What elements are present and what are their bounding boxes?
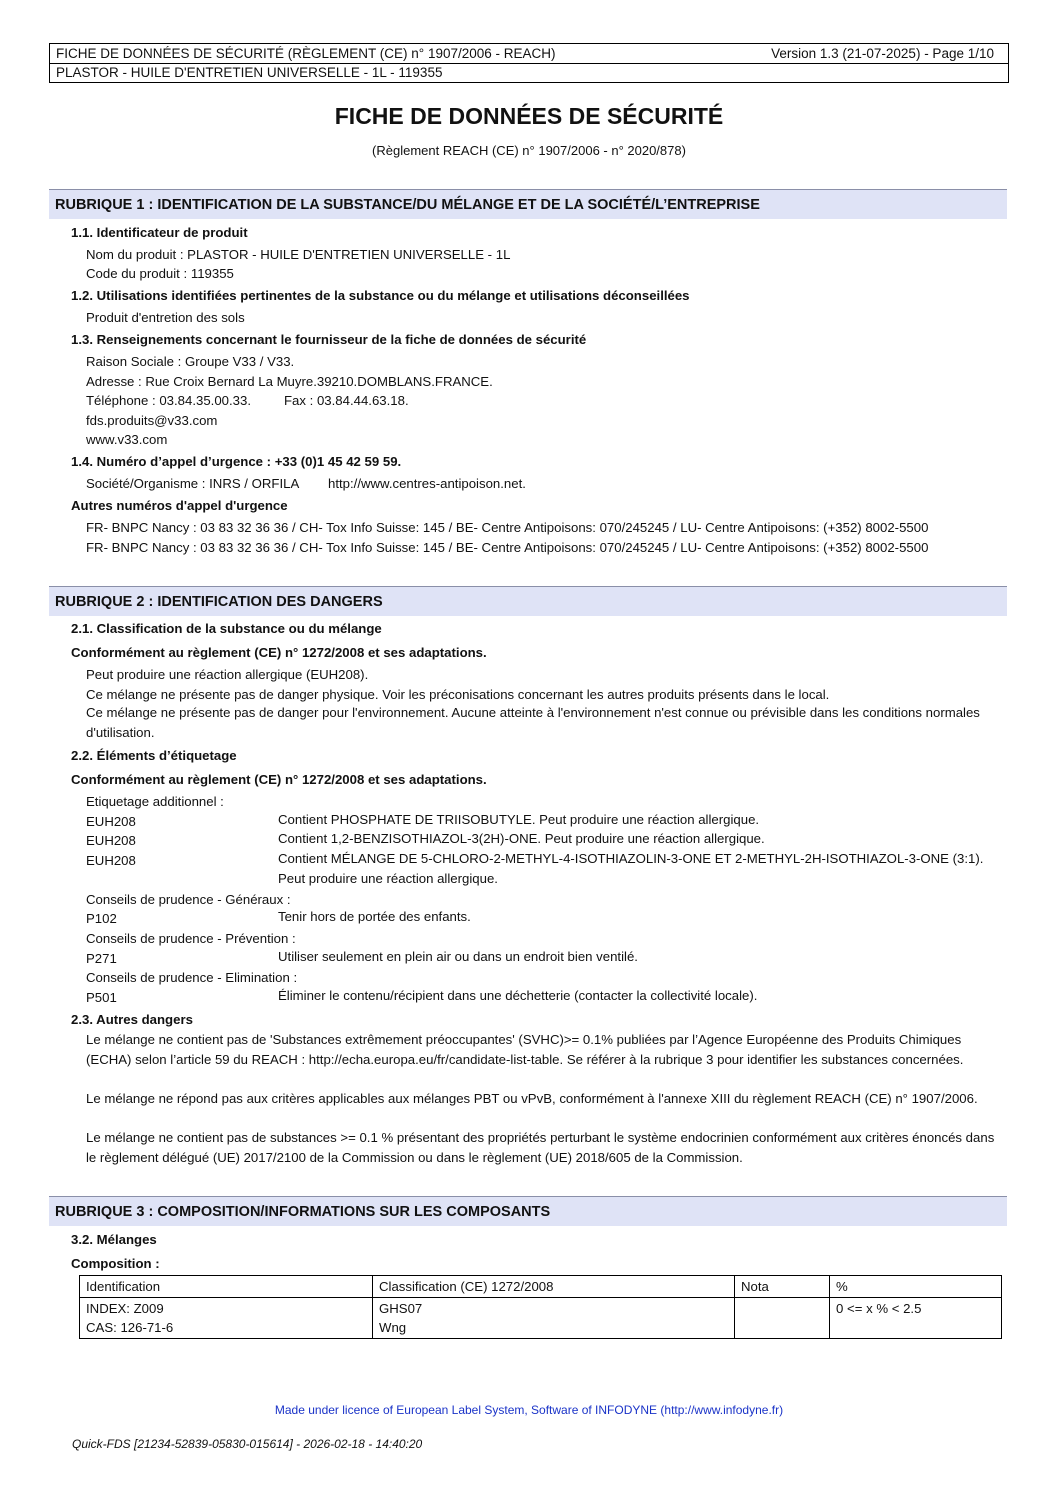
- hazard-statement: Contient MÉLANGE DE 5-CHLORO-2-METHYL-4-ISOTHIAZOLIN-3-ONE ET 2-METHYL-2H-ISOTHIAZOL-3-ONE (3:1). Peut produire une réaction allergique.: [278, 851, 984, 886]
- section-3-heading: RUBRIQUE 3 : COMPOSITION/INFORMATIONS SUR LES COMPOSANTS: [49, 1196, 1007, 1226]
- composition-label: Composition :: [71, 1256, 160, 1271]
- hazard-code: EUH208: [86, 814, 136, 829]
- heading-1-4: 1.4. Numéro d’appel d’urgence : +33 (0)1 45 42 59 59.: [71, 454, 402, 469]
- hazard-code: EUH208: [86, 853, 136, 868]
- document-header: [49, 43, 1009, 83]
- heading-1-1: 1.1. Identificateur de produit: [71, 225, 248, 240]
- composition-table: [79, 1275, 1002, 1339]
- emergency-url[interactable]: http://www.centres-antipoison.net.: [328, 476, 526, 491]
- classification-cell: [373, 1298, 735, 1339]
- conformity-1: Conformément au règlement (CE) n° 1272/2008 et ses adaptations.: [71, 645, 487, 660]
- conformity-2: Conformément au règlement (CE) n° 1272/2008 et ses adaptations.: [71, 772, 487, 787]
- precaution-code: P501: [86, 990, 117, 1005]
- nota-cell: [735, 1298, 830, 1339]
- precaution-statement: Tenir hors de portée des enfants.: [278, 909, 471, 924]
- identification-cell: [80, 1298, 373, 1339]
- classification-text-2: Ce mélange ne présente pas de danger physique. Voir les préconisations concernant les autres produits présents dans le local.: [86, 687, 830, 702]
- precaution-statement: Utiliser seulement en plein air ou dans un endroit bien ventilé.: [278, 949, 638, 964]
- header-divider: [50, 63, 1008, 64]
- index-number: INDEX: Z009: [86, 1301, 164, 1316]
- heading-2-1: 2.1. Classification de la substance ou du mélange: [71, 621, 382, 636]
- product-usage: Produit d'entretion des sols: [86, 310, 245, 325]
- emergency-numbers-2: FR- BNPC Nancy : 03 83 32 36 36 / CH- Tox Info Suisse: 145 / BE- Centre Antipoisons: 070/245245 / LU- Centre Antipoisons: (+352) 8002-5500: [86, 540, 929, 555]
- cas-number: CAS: 126-71-6: [86, 1320, 174, 1335]
- heading-2-2: 2.2. Éléments d’étiquetage: [71, 748, 237, 763]
- precaution-code: P271: [86, 951, 117, 966]
- document-reference: Quick-FDS [21234-52839-05830-015614] - 2026-02-18 - 14:40:20: [72, 1437, 423, 1451]
- heading-3-2: 3.2. Mélanges: [71, 1232, 157, 1247]
- supplier-fax: Fax : 03.84.44.63.18.: [284, 393, 409, 408]
- supplier-name: Raison Sociale : Groupe V33 / V33.: [86, 354, 295, 369]
- column-header: %: [830, 1276, 1002, 1298]
- percentage-cell: 0 <= x % < 2.5: [830, 1298, 1002, 1339]
- emergency-organisation: Société/Organisme : INRS / ORFILA: [86, 476, 300, 491]
- classification-text-1: Peut produire une réaction allergique (EUH208).: [86, 667, 369, 682]
- hazard-statement: Contient PHOSPHATE DE TRIISOBUTYLE. Peut produire une réaction allergique.: [278, 812, 760, 827]
- other-hazards-pbt: Le mélange ne répond pas aux critères applicables aux mélanges PBT ou vPvB, conformément à l'annexe XIII du règlement REACH (CE) n° 1907/2006.: [86, 1091, 978, 1106]
- precaution-code: P102: [86, 911, 117, 926]
- supplier-email[interactable]: fds.produits@v33.com: [86, 413, 218, 428]
- table-row: [80, 1298, 1002, 1339]
- header-product: PLASTOR - HUILE D'ENTRETIEN UNIVERSELLE - 1L - 119355: [56, 65, 443, 80]
- header-regulation: FICHE DE DONNÉES DE SÉCURITÉ (RÈGLEMENT (CE) n° 1907/2006 - REACH): [56, 46, 556, 61]
- other-hazards-svhc: Le mélange ne contient pas de 'Substances extrêmement préoccupantes' (SVHC)>= 0.1% publiées par l’Agence Européenne des Produits Chimiques (ECHA) selon l’article 59 du REACH : http://echa.europa.eu/fr/candidate-list-table. Se référer à la rubrique 3 pour identifier les substances concernées.: [86, 1032, 964, 1067]
- section-2-heading: RUBRIQUE 2 : IDENTIFICATION DES DANGERS: [49, 586, 1007, 616]
- supplier-phone: Téléphone : 03.84.35.00.33.: [86, 393, 251, 408]
- page-subtitle: (Règlement REACH (CE) n° 1907/2006 - n° 2020/878): [372, 143, 686, 158]
- column-header: Nota: [735, 1276, 830, 1298]
- additional-labelling: Etiquetage additionnel :: [86, 794, 224, 809]
- precaution-disposal-label: Conseils de prudence - Elimination :: [86, 970, 298, 985]
- heading-other-emergency: Autres numéros d'appel d'urgence: [71, 498, 288, 513]
- other-hazards-endocrine: Le mélange ne contient pas de substances >= 0.1 % présentant des propriétés perturbant le système endocrinien conformément aux critères énoncés dans le règlement délégué (UE) 2017/2100 de la Commission ou dans le règlement (UE) 2018/605 de la Commission.: [86, 1130, 995, 1165]
- header-version: Version 1.3 (21-07-2025) - Page 1/10: [771, 46, 994, 61]
- signal-word: Wng: [379, 1320, 407, 1335]
- precaution-statement: Éliminer le contenu/récipient dans une déchetterie (contacter la collectivité locale).: [278, 988, 758, 1003]
- heading-1-3: 1.3. Renseignements concernant le fournisseur de la fiche de données de sécurité: [71, 332, 587, 347]
- ghs-pictogram-code: GHS07: [379, 1301, 423, 1316]
- heading-1-2: 1.2. Utilisations identifiées pertinentes de la substance ou du mélange et utilisations déconseillées: [71, 288, 690, 303]
- classification-text-3: Ce mélange ne présente pas de danger pour l'environnement. Aucune atteinte à l'environnement n'est connue ou prévisible dans les conditions normales d'utilisation.: [86, 705, 980, 740]
- column-header: Classification (CE) 1272/2008: [373, 1276, 735, 1298]
- table-header-row: [80, 1276, 1002, 1298]
- column-header: Identification: [80, 1276, 373, 1298]
- hazard-statement: Contient 1,2-BENZISOTHIAZOL-3(2H)-ONE. Peut produire une réaction allergique.: [278, 831, 765, 846]
- supplier-address: Adresse : Rue Croix Bernard La Muyre.39210.DOMBLANS.FRANCE.: [86, 374, 493, 389]
- product-name: Nom du produit : PLASTOR - HUILE D'ENTRETIEN UNIVERSELLE - 1L: [86, 247, 511, 262]
- hazard-code: EUH208: [86, 833, 136, 848]
- section-1-heading: RUBRIQUE 1 : IDENTIFICATION DE LA SUBSTANCE/DU MÉLANGE ET DE LA SOCIÉTÉ/L’ENTREPRISE: [49, 189, 1007, 219]
- supplier-website[interactable]: www.v33.com: [86, 432, 168, 447]
- licence-footer[interactable]: Made under licence of European Label System, Software of INFODYNE (http://www.infodyne.fr): [274, 1403, 784, 1417]
- precaution-prevention-label: Conseils de prudence - Prévention :: [86, 931, 296, 946]
- emergency-numbers-1: FR- BNPC Nancy : 03 83 32 36 36 / CH- Tox Info Suisse: 145 / BE- Centre Antipoisons: 070/245245 / LU- Centre Antipoisons: (+352) 8002-5500: [86, 520, 929, 535]
- page-title: FICHE DE DONNÉES DE SÉCURITÉ: [334, 103, 724, 129]
- product-code: Code du produit : 119355: [86, 266, 234, 281]
- precaution-general-label: Conseils de prudence - Généraux :: [86, 892, 291, 907]
- heading-2-3: 2.3. Autres dangers: [71, 1012, 193, 1027]
